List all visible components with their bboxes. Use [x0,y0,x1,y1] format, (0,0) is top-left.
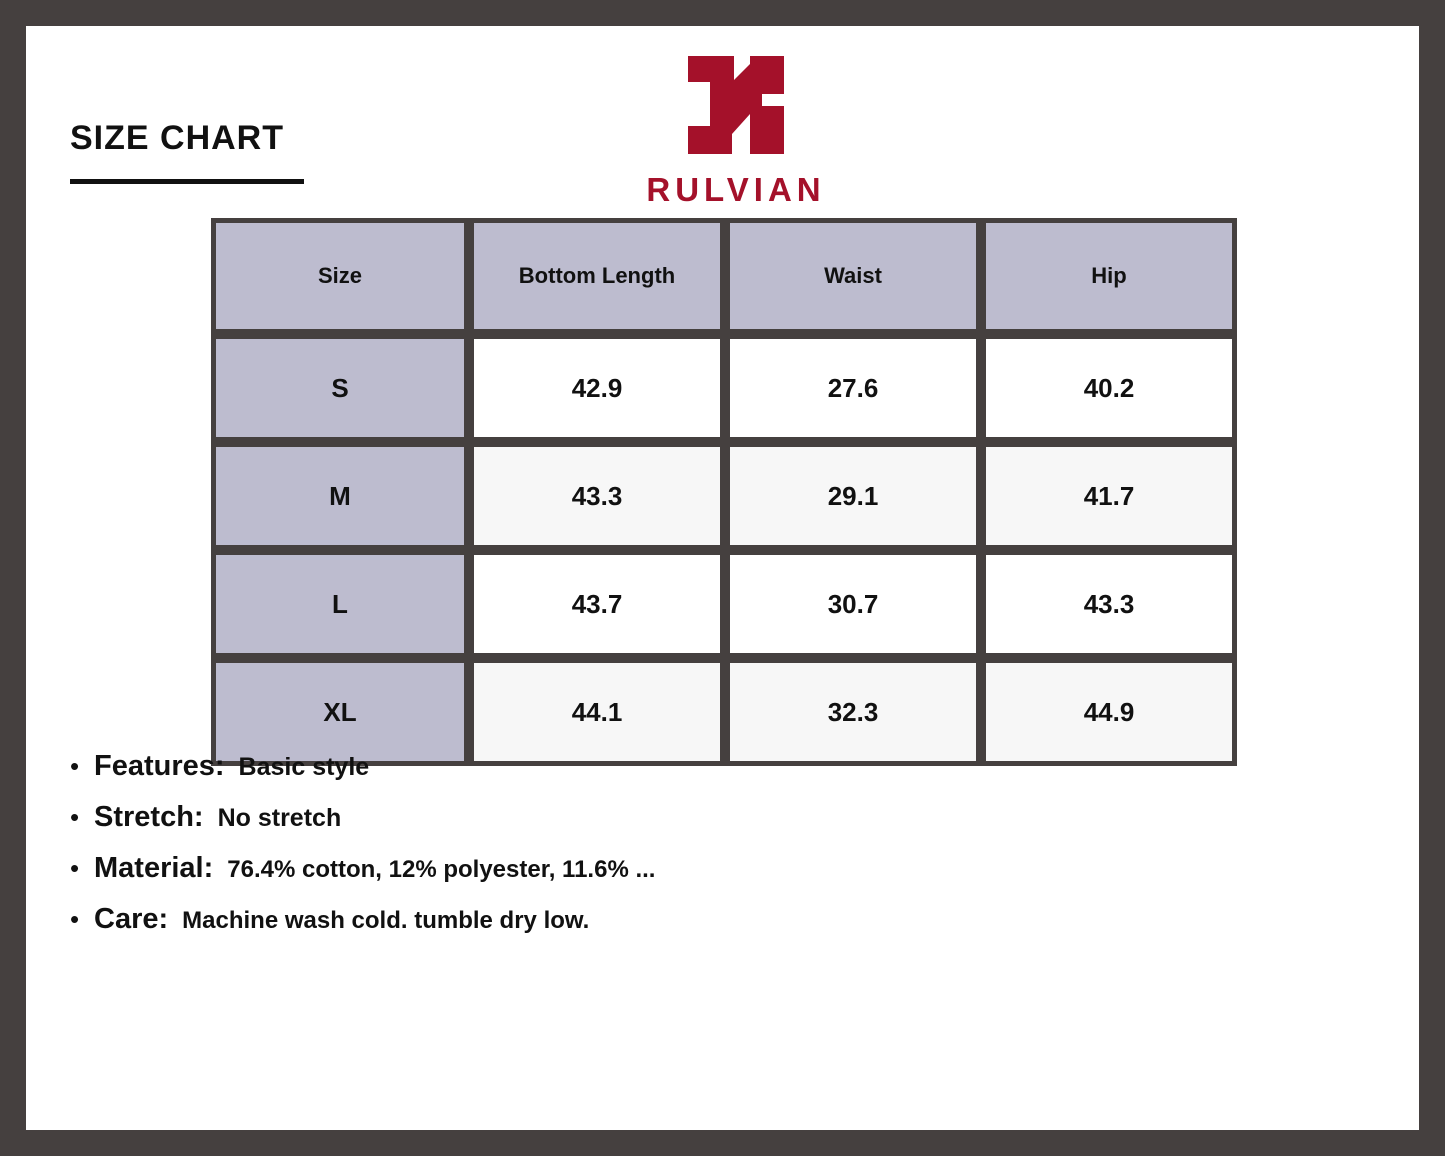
table-row [211,550,1237,658]
brand-block [596,50,876,209]
table-row [211,442,1237,550]
cell-waist: 32.3 [725,658,981,766]
detail-label: Features: [94,750,225,782]
cell-size: S [211,334,469,442]
detail-item-material [70,852,1370,885]
size-table-wrap [211,218,1237,766]
rulvian-r-logo-icon [676,50,796,165]
detail-label: Care: [94,903,169,935]
page-inner-area [26,26,1419,1130]
title-underline [70,179,304,184]
cell-waist: 29.1 [725,442,981,550]
cell-hip: 40.2 [981,334,1237,442]
cell-hip: 41.7 [981,442,1237,550]
bullet-icon: • [70,802,80,832]
column-header-bottom-length: Bottom Length [469,218,725,334]
cell-bottom-length: 42.9 [469,334,725,442]
cell-bottom-length: 43.7 [469,550,725,658]
detail-value: Machine wash cold. tumble dry low. [182,907,590,934]
column-header-waist: Waist [725,218,981,334]
detail-value: Basic style [238,753,370,781]
detail-item-features [70,750,1370,783]
page-title: SIZE CHART [70,119,284,157]
brand-name: RULVIAN [646,171,826,208]
bullet-icon: • [70,853,80,883]
table-header-row [211,218,1237,334]
detail-item-care [70,903,1370,936]
detail-value: 76.4% cotton, 12% polyester, 11.6% ... [227,856,656,883]
cell-size: XL [211,658,469,766]
cell-waist: 30.7 [725,550,981,658]
cell-bottom-length: 43.3 [469,442,725,550]
cell-bottom-length: 44.1 [469,658,725,766]
detail-item-stretch [70,801,1370,834]
title-block [70,120,490,184]
detail-value: No stretch [217,804,342,832]
size-table [211,218,1237,766]
cell-size: L [211,550,469,658]
column-header-size: Size [211,218,469,334]
cell-waist: 27.6 [725,334,981,442]
cell-hip: 44.9 [981,658,1237,766]
cell-hip: 43.3 [981,550,1237,658]
detail-label: Material: [94,852,214,884]
column-header-hip: Hip [981,218,1237,334]
cell-size: M [211,442,469,550]
details-list [70,750,1370,954]
detail-label: Stretch: [94,801,204,833]
bullet-icon: • [70,904,80,934]
table-row [211,334,1237,442]
bullet-icon: • [70,751,80,781]
